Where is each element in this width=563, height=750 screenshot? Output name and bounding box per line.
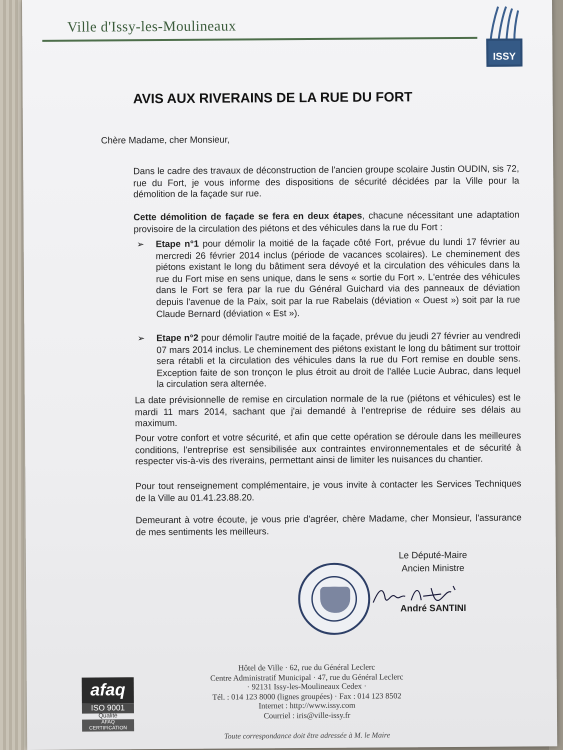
- official-stamp: [298, 563, 371, 636]
- signatory-role-1: Le Député-Maire: [398, 549, 468, 561]
- steps-bold-phrase: Cette démolition de façade se fera en deux étapes: [133, 210, 363, 223]
- paragraph-closing: Demeurant à votre écoute, je vous prie d'agréer, chère Madame, cher Monsieur, l'assurance de mes sentiments les meilleurs.: [135, 512, 522, 537]
- afaq-cert: AFAQ CERTIFICATION: [82, 719, 134, 731]
- afaq-certification-logo: [82, 677, 134, 737]
- footer-address: [177, 662, 437, 721]
- logo-text: ISSY: [492, 51, 516, 63]
- signatory-name: André SANTINI: [400, 602, 467, 614]
- paragraph-contact: Pour tout renseignement complémentaire, je vous invite à contacter les Services Techniques de la Ville au 01.41.23.88.20.: [135, 478, 522, 503]
- paragraph-intro: Dans le cadre des travaux de déconstruction de l'ancien groupe scolaire Justin OUDIN, sis 72, rue du Fort, je vous informe des dispositions de sécurité décidées par la Ville pour la démolition de la façade sur rue.: [133, 163, 520, 200]
- issy-logo: [470, 4, 530, 72]
- afaq-brand: afaq: [82, 677, 134, 703]
- page-title: AVIS AUX RIVERAINS DE LA RUE DU FORT: [132, 89, 413, 107]
- footer-line: Centre Administratif Municipal · 47, rue du Général Leclerc: [210, 671, 404, 683]
- step1-text: pour démolir la moitié de la façade côté Fort, prévue du lundi 17 février au mercredi 26 février 2014 inclus (période de vacances scolaires). Le cheminement des piétons existant le long du bâtiment sera dévoyé et la circulation des véhicules dans la rue du Fort mise en sens unique, dans le sens « sortie du Fort ». L'entrée des véhicules dans le Fort se fera par la rue du Général Guichard via des panneaux de déviation depuis l'avenue de la Paix, soit par la rue Rabelais (déviation « Ouest ») soit par la rue Claude Bernard (déviation « Est »).: [155, 236, 521, 319]
- stamp-crest-icon: [320, 587, 350, 613]
- logo-box: [486, 39, 522, 67]
- letter-page: [22, 0, 557, 750]
- paragraph-step2: [156, 331, 520, 392]
- bullet-arrow-icon: ➢: [137, 333, 145, 344]
- paragraph-step1: [156, 237, 521, 321]
- step1-label: Etape n°1: [155, 238, 199, 250]
- footer-line: Tél. : 014 123 8000 (lignes groupées) · Fax : 014 123 8502: [212, 691, 402, 702]
- footer-line: Internet : http://www.issy.com: [258, 701, 356, 711]
- paragraph-safety: Pour votre confort et votre sécurité, et afin que cette opération se déroule dans les meilleures conditions, l'entreprise est sensibilisée aux contraintes environnementales et de sécurité à respecter vis-à-vis des riverains, permettant ainsi de limiter les nuisances du chantier.: [135, 430, 522, 467]
- salutation: Chère Madame, cher Monsieur,: [100, 134, 230, 146]
- afaq-qualite: Qualité: [98, 713, 118, 720]
- steps-intro-rest: , chacune nécessitant une adaptation provisoire de la circulation des piétons et des véhicules dans la rue du Fort :: [133, 209, 520, 234]
- paragraph-reopening: La date prévisionnelle de remise en circulation normale de la rue (piétons et véhicules) est le mardi 11 mars 2014, sachant que j'ai demandé à l'entreprise de réduire ses délais au maximum.: [134, 392, 521, 429]
- footer-note: Toute correspondance doit être adressée à M. le Maire: [224, 730, 391, 741]
- footer-line: · 92131 Issy-les-Moulineaux Cedex ·: [247, 681, 367, 692]
- afaq-iso: ISO 9001: [82, 703, 134, 713]
- step2-label: Etape n°2: [156, 332, 199, 344]
- paragraph-steps-intro: [133, 210, 519, 236]
- footer-line: Courriel : iris@ville-issy.fr: [263, 710, 351, 721]
- header-divider: [42, 37, 477, 42]
- city-header: Ville d'Issy-les-Moulineaux: [67, 18, 237, 36]
- step2-text: pour démolir l'autre moitié de la façade, prévue du jeudi 27 février au vendredi 07 mars 2014 inclus. Le cheminement des piétons existant le long du bâtiment sur trottoir sera rétabli et la circulation des véhicules dans la rue du Fort remise en double sens. Exception faite de son tronçon le plus étroit au droit de l'allée Lucie Aubrac, dans lequel la circulation sera alternée.: [156, 330, 521, 390]
- signatory-role-2: Ancien Ministre: [401, 562, 465, 574]
- bullet-arrow-icon: ➢: [136, 239, 145, 250]
- footer-line: Hôtel de Ville · 62, rue du Général Leclerc: [238, 662, 376, 673]
